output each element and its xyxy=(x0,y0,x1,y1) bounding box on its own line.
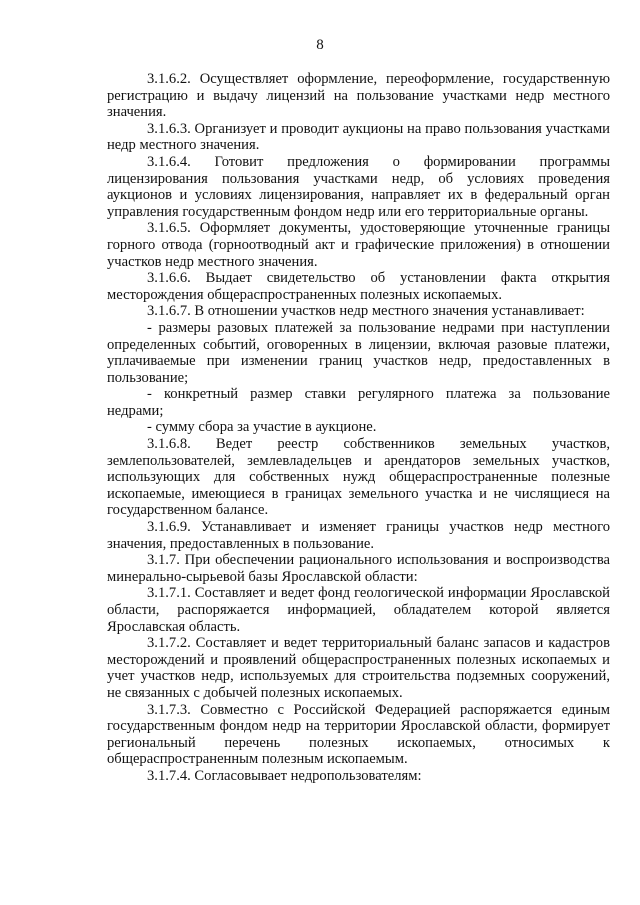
paragraph-3-1-6-9: 3.1.6.9. Устанавливает и изменяет границы участков недр местного значения, предоставленных в пользование. xyxy=(107,519,610,552)
paragraph-3-1-6-4: 3.1.6.4. Готовит предложения о формировании программы лицензирования пользования участками недр, об условиях проведения аукционов и условиях лицензирования, направляет их в федеральный орган управления государственным фондом недр или его территориальные органы. xyxy=(107,153,610,220)
paragraph-3-1-7-1: 3.1.7.1. Составляет и ведет фонд геологической информации Ярославской области, распоряжается информацией, обладателем которой является Ярославская область. xyxy=(107,585,610,635)
paragraph-3-1-6-6: 3.1.6.6. Выдает свидетельство об установлении факта открытия месторождения общераспространенных полезных ископаемых. xyxy=(107,270,610,303)
paragraph-3-1-7-2: 3.1.7.2. Составляет и ведет территориальный баланс запасов и кадастров месторождений и проявлений общераспространенных полезных ископаемых и учет участков недр, используемых для строительства подземных сооружений, не связанных с добычей полезных ископаемых. xyxy=(107,635,610,701)
list-item-regular-payment-rate: - конкретный размер ставки регулярного платежа за пользование недрами; xyxy=(107,386,610,419)
paragraph-3-1-7-4: 3.1.7.4. Согласовывает недропользователям: xyxy=(147,767,422,784)
paragraph-3-1-6-5: 3.1.6.5. Оформляет документы, удостоверяющие уточненные границы горного отвода (горноотводный акт и графические приложения) в отношении участков недр местного значения. xyxy=(107,220,610,270)
document-body xyxy=(107,71,610,785)
list-item-one-time-payments: - размеры разовых платежей за пользование недрами при наступлении определенных событий, оговоренных в лицензии, включая разовые платежи, уплачиваемые при изменении границ участков недр, предоставленных в пользование; xyxy=(107,319,610,386)
paragraph-3-1-6-8: 3.1.6.8. Ведет реестр собственников земельных участков, землепользователей, землевладельцев и арендаторов земельных участков, использующих для собственных нужд общераспространенные полезные ископаемые, имеющиеся в границах земельного участка и не числящиеся на государственном балансе. xyxy=(107,436,610,519)
paragraph-3-1-6-2: 3.1.6.2. Осуществляет оформление, переоформление, государственную регистрацию и выдачу лицензий на пользование участками недр местного значения. xyxy=(107,71,610,121)
paragraph-3-1-7-3: 3.1.7.3. Совместно с Российской Федерацией распоряжается единым государственным фондом недр на территории Ярославской области, формирует региональный перечень полезных ископаемых, относимых к общераспространенным полезным ископаемым. xyxy=(107,701,610,768)
page-number: 8 xyxy=(316,37,324,53)
list-item-auction-fee: - сумму сбора за участие в аукционе. xyxy=(147,419,377,436)
paragraph-3-1-6-3: 3.1.6.3. Организует и проводит аукционы на право пользования участками недр местного значения. xyxy=(107,120,610,154)
paragraph-3-1-7: 3.1.7. При обеспечении рационального использования и воспроизводства минерально-сырьевой базы Ярославской области: xyxy=(107,552,610,585)
paragraph-3-1-6-7: 3.1.6.7. В отношении участков недр местного значения устанавливает: xyxy=(147,303,585,320)
